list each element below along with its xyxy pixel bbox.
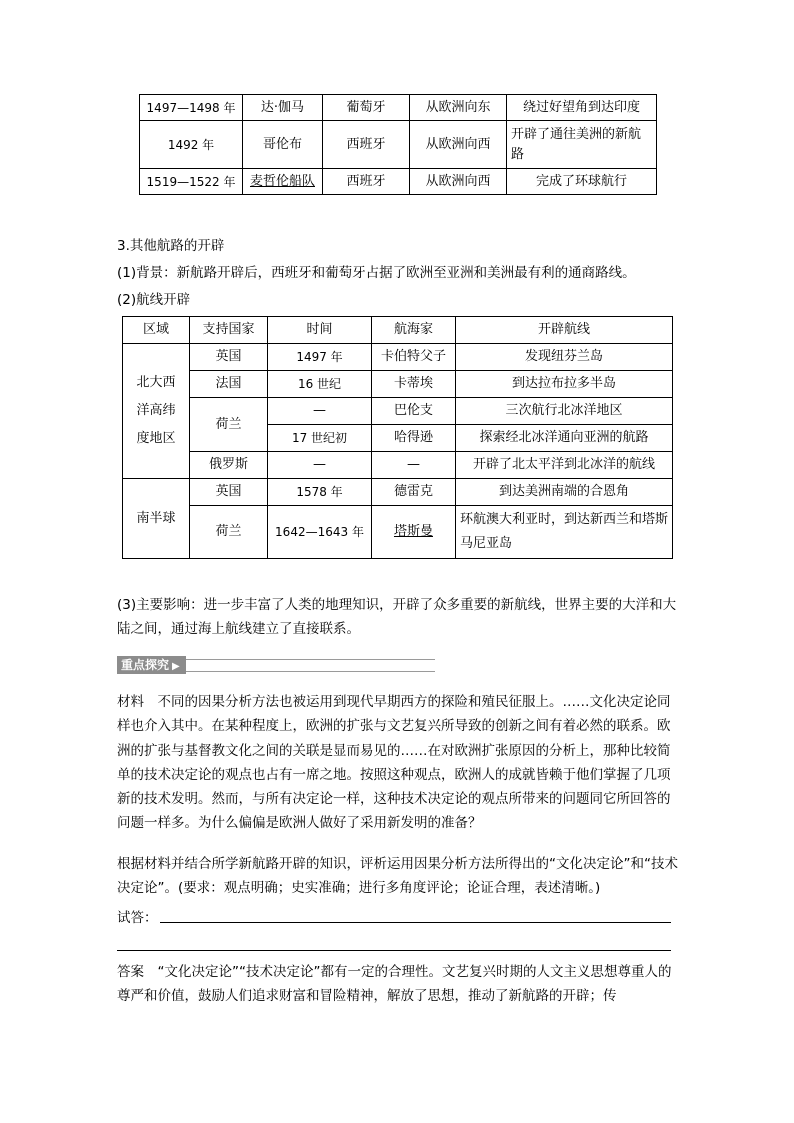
route-cell: 探索经北冰洋通向亚洲的航路 — [456, 425, 673, 452]
navigator-cell: — — [372, 452, 456, 479]
time-cell: 1642—1643 年 — [268, 506, 372, 559]
answer-prompt: 试答： — [117, 910, 158, 926]
routes-heading: (2)航线开辟 — [117, 292, 191, 308]
route-text: 发现纽芬兰岛 — [524, 349, 603, 364]
arrow-right-icon: ▶ — [172, 661, 180, 672]
region-south-cell: 南半球 — [123, 479, 190, 559]
navigator-cell: 卡蒂埃 — [372, 371, 456, 398]
table-row — [123, 371, 673, 398]
time-cell: 1578 年 — [268, 479, 372, 506]
question-text: 根据材料并结合所学新航路开辟的知识，评析运用因果分析方法所得出的“文化决定论”和“技术决定论”。(要求：观点明确；史实准确；进行多角度评论；论证合理，表述清晰。) — [117, 856, 678, 897]
year-cell: 1519—1522 年 — [140, 169, 243, 195]
country-cell: 英国 — [190, 479, 268, 506]
header-region: 区域 — [123, 317, 190, 344]
section-title: 3.其他航路的开辟 — [117, 238, 225, 254]
key-section-bar — [117, 655, 435, 675]
key-section-label-text: 重点探究 — [121, 658, 170, 672]
table-row — [123, 398, 673, 425]
table-row — [123, 452, 673, 479]
material-text: 材料 不同的因果分析方法也被运用到现代早期西方的探险和殖民征服上。……文化决定论同样也介入其中。在某种程度上，欧洲的扩张与文艺复兴所导致的创新之间有着必然的联系。欧洲的扩张与基督教文化之间的关联是显而易见的……在对欧洲扩张原因的分析上，那种比较简单的技术决定论的观点也占有一席之地。按照这种观点，欧洲人的成就皆赖于他们掌握了几项新的技术发明。然而，与所有决定论一样，这种技术决定论的观点所带来的问题同它所回答的问题一样多。为什么偏偏是欧洲人做好了采用新发明的准备？ — [117, 694, 671, 832]
navigator-cell: 哈得逊 — [372, 425, 456, 452]
header-navigator: 航海家 — [372, 317, 456, 344]
route-cell: 到达美洲南端的合恩角 — [456, 479, 673, 506]
answer-line[interactable] — [117, 950, 671, 951]
route-cell: 到达拉布拉多半岛 — [456, 371, 673, 398]
time-cell: 17 世纪初 — [268, 425, 372, 452]
table-row — [140, 121, 657, 169]
time-cell: — — [268, 398, 372, 425]
table-row — [123, 506, 673, 559]
table-header-row — [123, 317, 673, 344]
country-cell: 荷兰 — [190, 398, 268, 452]
route-cell — [456, 344, 673, 371]
direction-cell: 从欧洲向东 — [410, 95, 507, 121]
answer-line[interactable] — [160, 922, 671, 923]
year-cell: 1497—1498 年 — [140, 95, 243, 121]
routes-table — [122, 316, 673, 559]
route-cell: 环航澳大利亚时，到达新西兰和塔斯马尼亚岛 — [456, 506, 673, 559]
time-cell: 1497 年 — [268, 344, 372, 371]
header-time: 时间 — [268, 317, 372, 344]
time-cell: — — [268, 452, 372, 479]
navigator-cell: 达·伽马 — [243, 95, 323, 121]
result-cell: 完成了环球航行 — [507, 169, 657, 195]
table-row — [140, 95, 657, 121]
route-cell: 开辟了北太平洋到北冰洋的航线 — [456, 452, 673, 479]
navigator-cell: 德雷克 — [372, 479, 456, 506]
direction-cell: 从欧洲向西 — [410, 121, 507, 169]
navigator-cell: 巴伦支 — [372, 398, 456, 425]
explorers-table — [139, 94, 657, 195]
country-cell: 英国 — [190, 344, 268, 371]
header-country: 支持国家 — [190, 317, 268, 344]
route-cell: 三次航行北冰洋地区 — [456, 398, 673, 425]
country-cell: 葡萄牙 — [323, 95, 410, 121]
navigator-cell: 麦哲伦船队 — [243, 169, 323, 195]
direction-cell: 从欧洲向西 — [410, 169, 507, 195]
country-cell: 俄罗斯 — [190, 452, 268, 479]
table-row — [140, 169, 657, 195]
answer-text: 答案 “文化决定论”“技术决定论”都有一定的合理性。文艺复兴时期的人文主义思想尊重人的尊严和价值，鼓励人们追求财富和冒险精神，解放了思想，推动了新航路的开辟；传 — [117, 964, 672, 1005]
key-section-label — [117, 656, 186, 674]
result-cell: 绕过好望角到达印度 — [507, 95, 657, 121]
table-row — [123, 344, 673, 371]
year-cell: 1492 年 — [140, 121, 243, 169]
navigator-cell: 塔斯曼 — [372, 506, 456, 559]
table-row — [123, 479, 673, 506]
navigator-cell: 卡伯特父子 — [372, 344, 456, 371]
country-cell: 荷兰 — [190, 506, 268, 559]
background-text: (1)背景：新航路开辟后，西班牙和葡萄牙占据了欧洲至亚洲和美洲最有利的通商路线。 — [117, 265, 636, 281]
impact-text: (3)主要影响：进一步丰富了人类的地理知识，开辟了众多重要的新航线，世界主要的大洋和大陆之间，通过海上航线建立了直接联系。 — [117, 597, 677, 638]
region-north-cell: 北大西洋高纬度地区 — [123, 344, 190, 479]
result-cell: 开辟了通往美洲的新航路 — [507, 121, 657, 169]
country-cell: 法国 — [190, 371, 268, 398]
time-cell: 16 世纪 — [268, 371, 372, 398]
header-route: 开辟航线 — [456, 317, 673, 344]
country-cell: 西班牙 — [323, 169, 410, 195]
country-cell: 西班牙 — [323, 121, 410, 169]
navigator-cell: 哥伦布 — [243, 121, 323, 169]
